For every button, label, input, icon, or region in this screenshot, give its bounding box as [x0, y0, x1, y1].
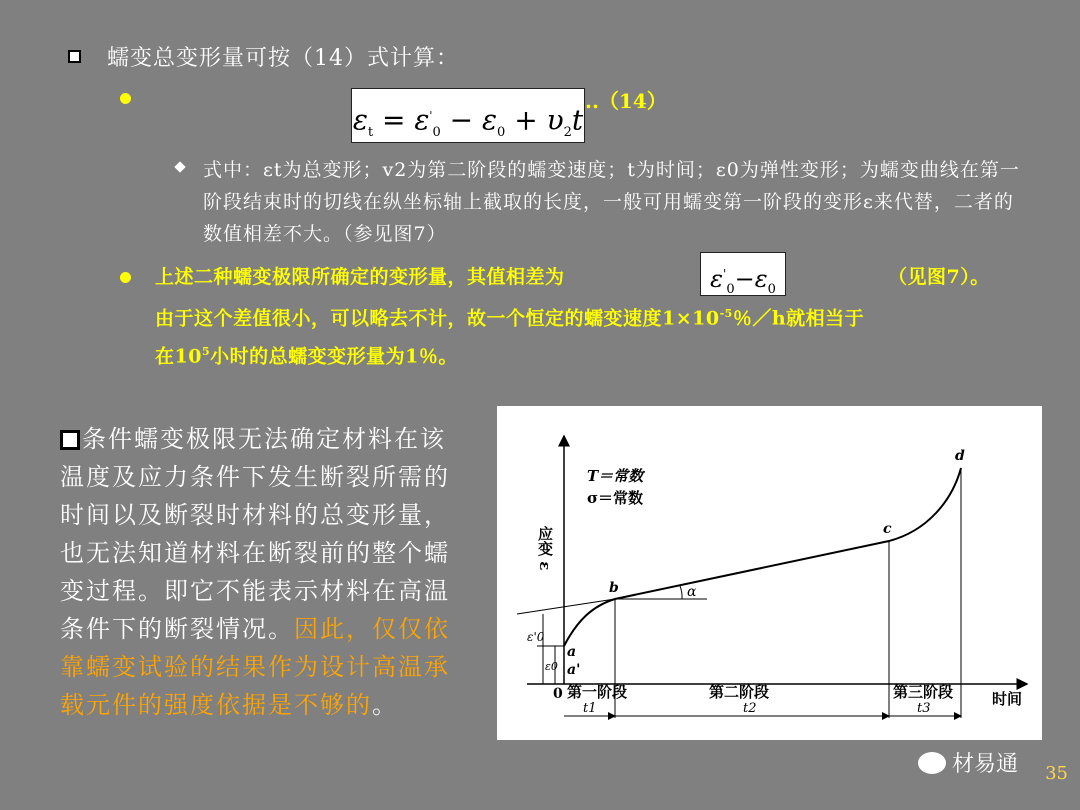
y-axis-label: 应变 ε: [536, 526, 554, 571]
creep-curve-figure: [497, 406, 1042, 740]
t2-label: t2: [743, 701, 757, 716]
legend-temperature: T＝常数: [587, 467, 644, 485]
tangent-line: [517, 599, 615, 614]
angle-arc: [680, 586, 682, 599]
equation-14: $\varepsilon_t = \varepsilon'_0 - \varepsilon_0 + \upsilon_2t$: [351, 88, 585, 143]
t3-label: t3: [917, 701, 931, 716]
square-bullet-icon: [60, 430, 80, 450]
e0-prime-label: ε'0: [527, 630, 545, 644]
wechat-icon: [918, 752, 946, 774]
section-heading: 蠕变总变形量可按（14）式计算：: [107, 46, 459, 71]
equation-explanation: 式中：εt为总变形；v2为第二阶段的蠕变速度；t为时间；ε0为弹性变形；为蠕变曲线在第一阶段结束时的切线在纵坐标轴上截取的长度，一般可用蠕变第一阶段的变形ε来代替，二者的数值相差不大。（参见图7）: [203, 159, 1020, 245]
conclusion-paragraph: 条件蠕变极限无法确定材料在该温度及应力条件下发生断裂所需的时间以及断裂时材料的总变形量，也无法知道材料在断裂前的整个蠕变过程。即它不能表示材料在高温条件下的断裂情况。因此，仅仅依靠蠕变试验的结果作为设计高温承载元件的强度依据是不够的。: [60, 425, 450, 719]
x-axis-label: 时间: [992, 690, 1023, 708]
origin-label: 0: [553, 686, 563, 702]
diamond-bullet-icon: [174, 161, 185, 172]
difference-expression: $\varepsilon'_0-\varepsilon_0$: [700, 252, 786, 296]
point-b: b: [609, 580, 619, 596]
page-number: 35: [1045, 763, 1068, 784]
creep-curve-svg: [497, 406, 1042, 740]
bullet-dot-icon: [120, 272, 131, 283]
bullet2-line3: 在$10^5$小时的总蠕变变形量为1％。: [155, 345, 458, 368]
bullet-dot-icon: [120, 93, 131, 104]
point-a-prime: a': [567, 662, 581, 678]
e0-label: ε0: [545, 660, 558, 673]
point-a: a: [567, 644, 577, 660]
point-d: d: [955, 448, 965, 464]
bullet2-line2: 由于这个差值很小，可以略去不计，故一个恒定的蠕变速度$1\times 10^{-5}$％／h就相当于: [155, 307, 865, 330]
square-bullet-icon: [68, 50, 81, 63]
t1-label: t1: [583, 701, 597, 716]
stage2-label: 第二阶段: [709, 683, 770, 701]
stage1-label: 第一阶段: [567, 683, 628, 701]
bullet2-line1-text: 上述二种蠕变极限所确定的变形量，其值相差为: [155, 266, 565, 288]
point-c: c: [883, 521, 892, 537]
angle-label: α: [687, 584, 697, 600]
equation-number: ..（14）: [585, 89, 667, 113]
bullet2-line1-end: （见图7）。: [888, 266, 990, 288]
legend-stress: σ＝常数: [587, 489, 644, 507]
watermark-text: 材易通: [918, 747, 1018, 778]
stage3-label: 第三阶段: [893, 683, 954, 701]
